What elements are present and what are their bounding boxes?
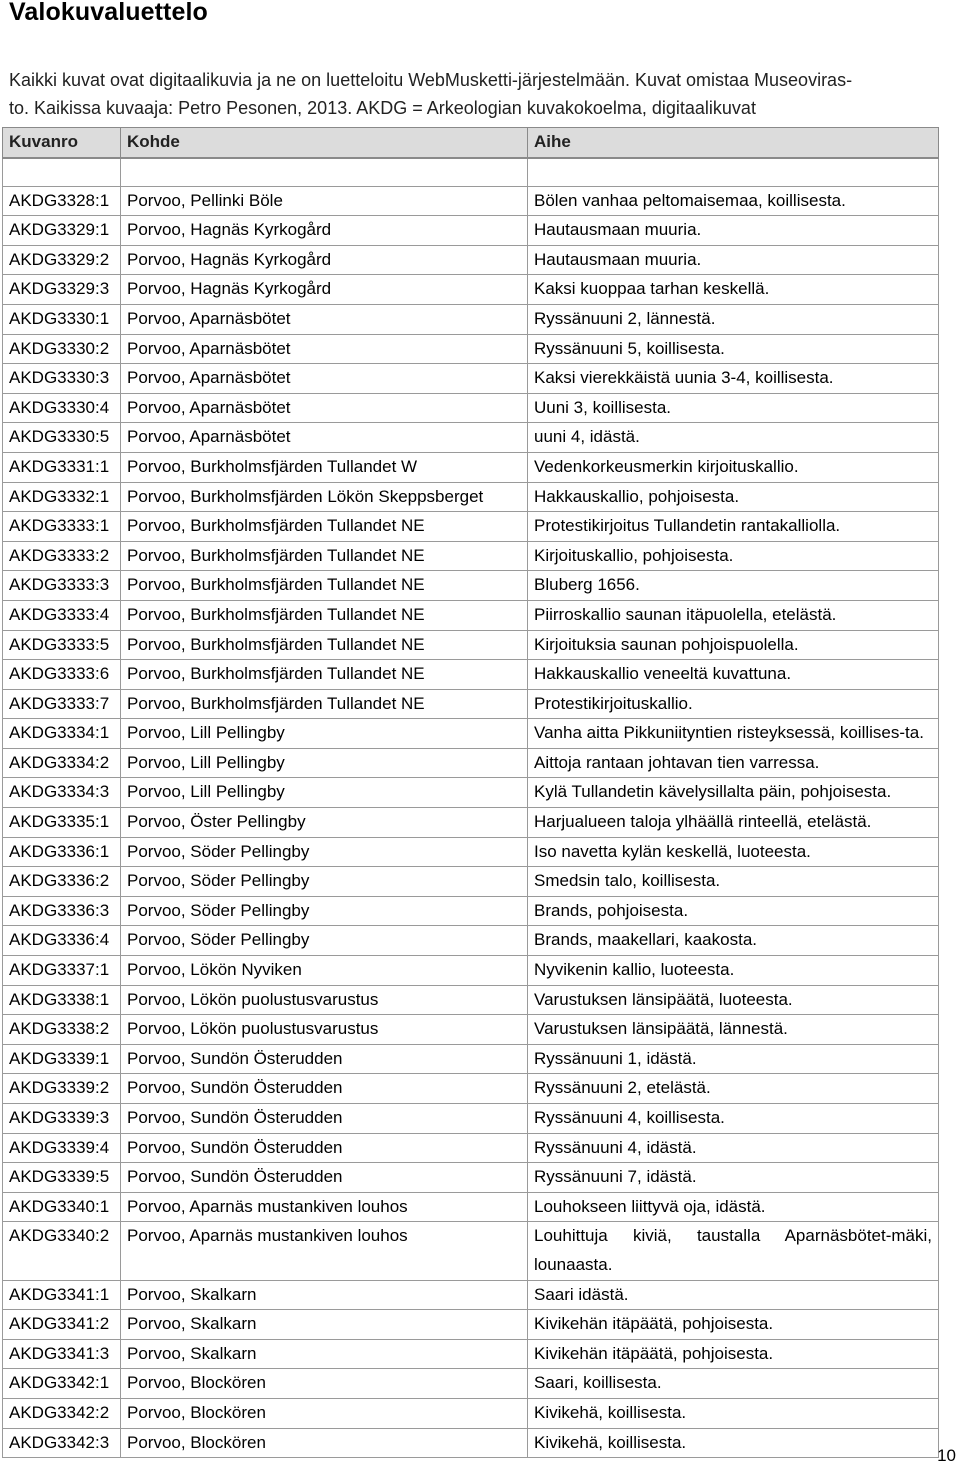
cell-aihe: Bluberg 1656. — [528, 571, 939, 601]
cell-kuvanro: AKDG3333:1 — [3, 512, 121, 542]
cell-kuvanro: AKDG3330:2 — [3, 334, 121, 364]
cell-aihe: Kirjoituskallio, pohjoisesta. — [528, 541, 939, 571]
intro-paragraph — [9, 66, 959, 122]
cell-aihe: Kaksi vierekkäistä uunia 3-4, koillisesta. — [528, 364, 939, 394]
cell-aihe: Hakkauskallio veneeltä kuvattuna. — [528, 660, 939, 690]
table-row — [3, 245, 939, 275]
cell-aihe: Kivikehän itäpäätä, pohjoisesta. — [528, 1339, 939, 1369]
cell-aihe: Ryssänuuni 4, koillisesta. — [528, 1104, 939, 1134]
cell-kuvanro: AKDG3335:1 — [3, 808, 121, 838]
cell-aihe: Ryssänuuni 2, etelästä. — [528, 1074, 939, 1104]
cell-kohde: Porvoo, Sundön Österudden — [121, 1133, 528, 1163]
table-row — [3, 186, 939, 216]
cell-aihe: Aittoja rantaan johtavan tien varressa. — [528, 748, 939, 778]
cell-aihe: Ryssänuuni 5, koillisesta. — [528, 334, 939, 364]
cell-kohde: Porvoo, Burkholmsfjärden Tullandet NE — [121, 630, 528, 660]
table-row — [3, 1310, 939, 1340]
cell-aihe: Hautausmaan muuria. — [528, 216, 939, 246]
cell-kohde: Porvoo, Burkholmsfjärden Tullandet NE — [121, 541, 528, 571]
cell-kuvanro: AKDG3337:1 — [3, 956, 121, 986]
cell-kohde: Porvoo, Skalkarn — [121, 1339, 528, 1369]
cell-kohde: Porvoo, Hagnäs Kyrkogård — [121, 216, 528, 246]
cell-kuvanro: AKDG3330:1 — [3, 304, 121, 334]
cell-kohde: Porvoo, Aparnäsbötet — [121, 393, 528, 423]
cell-aihe: Ryssänuuni 7, idästä. — [528, 1163, 939, 1193]
cell-kohde: Porvoo, Lill Pellingby — [121, 778, 528, 808]
table-spacer-row — [3, 158, 939, 187]
column-header-kohde: Kohde — [121, 128, 528, 158]
cell-kohde: Porvoo, Burkholmsfjärden Tullandet W — [121, 452, 528, 482]
cell-kuvanro: AKDG3330:3 — [3, 364, 121, 394]
cell-kohde: Porvoo, Aparnäsbötet — [121, 423, 528, 453]
cell-kuvanro: AKDG3333:3 — [3, 571, 121, 601]
cell-kohde: Porvoo, Sundön Österudden — [121, 1044, 528, 1074]
cell-kohde: Porvoo, Blockören — [121, 1369, 528, 1399]
cell-kuvanro: AKDG3328:1 — [3, 186, 121, 216]
table-row — [3, 956, 939, 986]
cell-kuvanro: AKDG3339:3 — [3, 1104, 121, 1134]
cell-kuvanro: AKDG3330:4 — [3, 393, 121, 423]
cell-kohde: Porvoo, Söder Pellingby — [121, 896, 528, 926]
cell-aihe: uuni 4, idästä. — [528, 423, 939, 453]
table-row — [3, 1192, 939, 1222]
cell-aihe: Nyvikenin kallio, luoteesta. — [528, 956, 939, 986]
table-header-row — [3, 128, 939, 158]
table-row — [3, 512, 939, 542]
cell-kuvanro: AKDG3336:2 — [3, 867, 121, 897]
cell-aihe: Saari, koillisesta. — [528, 1369, 939, 1399]
table-row — [3, 452, 939, 482]
cell-kohde: Porvoo, Aparnäs mustankiven louhos — [121, 1192, 528, 1222]
cell-aihe: Hakkauskallio, pohjoisesta. — [528, 482, 939, 512]
table-row — [3, 867, 939, 897]
cell-kohde: Porvoo, Burkholmsfjärden Tullandet NE — [121, 660, 528, 690]
cell-aihe: Vanha aitta Pikkuniityntien risteyksessä, koillises-ta. — [528, 719, 939, 749]
cell-aihe: Vedenkorkeusmerkin kirjoituskallio. — [528, 452, 939, 482]
table-row — [3, 719, 939, 749]
table-row — [3, 1339, 939, 1369]
cell-kuvanro: AKDG3342:1 — [3, 1369, 121, 1399]
cell-kohde: Porvoo, Sundön Österudden — [121, 1074, 528, 1104]
empty-cell — [528, 158, 939, 187]
table-row — [3, 1074, 939, 1104]
cell-kuvanro: AKDG3338:1 — [3, 985, 121, 1015]
table-row — [3, 334, 939, 364]
table-row — [3, 541, 939, 571]
cell-kohde: Porvoo, Skalkarn — [121, 1310, 528, 1340]
cell-aihe: Iso navetta kylän keskellä, luoteesta. — [528, 837, 939, 867]
cell-kuvanro: AKDG3332:1 — [3, 482, 121, 512]
cell-aihe: Bölen vanhaa peltomaisemaa, koillisesta. — [528, 186, 939, 216]
cell-kohde: Porvoo, Lökön Nyviken — [121, 956, 528, 986]
cell-kuvanro: AKDG3334:3 — [3, 778, 121, 808]
table-row — [3, 1369, 939, 1399]
table-row — [3, 423, 939, 453]
table-row — [3, 1280, 939, 1310]
table-row — [3, 304, 939, 334]
cell-aihe: Piirroskallio saunan itäpuolella, etelästä. — [528, 600, 939, 630]
cell-kuvanro: AKDG3334:2 — [3, 748, 121, 778]
cell-kuvanro: AKDG3329:3 — [3, 275, 121, 305]
column-header-kuvanro: Kuvanro — [3, 128, 121, 158]
cell-kuvanro: AKDG3333:4 — [3, 600, 121, 630]
cell-kohde: Porvoo, Blockören — [121, 1428, 528, 1458]
cell-aihe: Uuni 3, koillisesta. — [528, 393, 939, 423]
intro-line: Kaikki kuvat ovat digitaalikuvia ja ne on luetteloitu WebMusketti-järjestelmään. Kuvat omistaa Museoviras- — [9, 70, 853, 90]
page-number: 10 — [937, 1446, 956, 1465]
table-row — [3, 630, 939, 660]
cell-kohde: Porvoo, Aparnäsbötet — [121, 364, 528, 394]
cell-kuvanro: AKDG3341:2 — [3, 1310, 121, 1340]
cell-kohde: Porvoo, Blockören — [121, 1398, 528, 1428]
table-row — [3, 1222, 939, 1280]
cell-kuvanro: AKDG3336:4 — [3, 926, 121, 956]
cell-kuvanro: AKDG3333:6 — [3, 660, 121, 690]
cell-kohde: Porvoo, Öster Pellingby — [121, 808, 528, 838]
photo-catalog-table — [2, 127, 939, 1458]
cell-kohde: Porvoo, Lökön puolustusvarustus — [121, 1015, 528, 1045]
table-row — [3, 689, 939, 719]
cell-kohde: Porvoo, Söder Pellingby — [121, 837, 528, 867]
cell-aihe: Harjualueen taloja ylhäällä rinteellä, etelästä. — [528, 808, 939, 838]
table-row — [3, 1133, 939, 1163]
cell-aihe: Brands, maakellari, kaakosta. — [528, 926, 939, 956]
cell-kohde: Porvoo, Aparnäsbötet — [121, 304, 528, 334]
table-row — [3, 837, 939, 867]
cell-aihe: Kirjoituksia saunan pohjoispuolella. — [528, 630, 939, 660]
cell-kuvanro: AKDG3342:2 — [3, 1398, 121, 1428]
table-row — [3, 1163, 939, 1193]
cell-kuvanro: AKDG3329:2 — [3, 245, 121, 275]
cell-kohde: Porvoo, Burkholmsfjärden Lökön Skeppsberget — [121, 482, 528, 512]
cell-kohde: Porvoo, Söder Pellingby — [121, 867, 528, 897]
cell-aihe: Ryssänuuni 1, idästä. — [528, 1044, 939, 1074]
cell-kohde: Porvoo, Aparnäs mustankiven louhos — [121, 1222, 528, 1280]
table-row — [3, 1428, 939, 1458]
cell-kuvanro: AKDG3336:1 — [3, 837, 121, 867]
cell-kohde: Porvoo, Sundön Österudden — [121, 1163, 528, 1193]
cell-kuvanro: AKDG3336:3 — [3, 896, 121, 926]
cell-kohde: Porvoo, Hagnäs Kyrkogård — [121, 245, 528, 275]
table-row — [3, 275, 939, 305]
table-row — [3, 896, 939, 926]
cell-kuvanro: AKDG3339:4 — [3, 1133, 121, 1163]
cell-kuvanro: AKDG3342:3 — [3, 1428, 121, 1458]
table-row — [3, 482, 939, 512]
cell-kuvanro: AKDG3333:7 — [3, 689, 121, 719]
cell-aihe: Kivikehän itäpäätä, pohjoisesta. — [528, 1310, 939, 1340]
cell-kohde: Porvoo, Sundön Österudden — [121, 1104, 528, 1134]
cell-aihe: Smedsin talo, koillisesta. — [528, 867, 939, 897]
cell-aihe: Brands, pohjoisesta. — [528, 896, 939, 926]
table-row — [3, 985, 939, 1015]
cell-kohde: Porvoo, Aparnäsbötet — [121, 334, 528, 364]
table-row — [3, 393, 939, 423]
cell-aihe: Kivikehä, koillisesta. — [528, 1398, 939, 1428]
cell-aihe: Protestikirjoitus Tullandetin rantakalliolla. — [528, 512, 939, 542]
cell-aihe: Varustuksen länsipäätä, luoteesta. — [528, 985, 939, 1015]
cell-kohde: Porvoo, Lill Pellingby — [121, 719, 528, 749]
table-row — [3, 364, 939, 394]
cell-aihe: Saari idästä. — [528, 1280, 939, 1310]
empty-cell — [3, 158, 121, 187]
cell-kuvanro: AKDG3340:1 — [3, 1192, 121, 1222]
cell-kuvanro: AKDG3339:2 — [3, 1074, 121, 1104]
cell-aihe: Louhokseen liittyvä oja, idästä. — [528, 1192, 939, 1222]
cell-kohde: Porvoo, Burkholmsfjärden Tullandet NE — [121, 512, 528, 542]
cell-aihe: Kaksi kuoppaa tarhan keskellä. — [528, 275, 939, 305]
cell-aihe: Varustuksen länsipäätä, lännestä. — [528, 1015, 939, 1045]
table-row — [3, 1104, 939, 1134]
table-row — [3, 778, 939, 808]
cell-kuvanro: AKDG3331:1 — [3, 452, 121, 482]
table-row — [3, 600, 939, 630]
intro-line: to. Kaikissa kuvaaja: Petro Pesonen, 2013. AKDG = Arkeologian kuvakokoelma, digitaalikuvat — [9, 98, 756, 118]
cell-kuvanro: AKDG3333:5 — [3, 630, 121, 660]
table-row — [3, 926, 939, 956]
cell-kohde: Porvoo, Lökön puolustusvarustus — [121, 985, 528, 1015]
cell-kohde: Porvoo, Burkholmsfjärden Tullandet NE — [121, 571, 528, 601]
cell-kuvanro: AKDG3340:2 — [3, 1222, 121, 1280]
cell-kuvanro: AKDG3341:3 — [3, 1339, 121, 1369]
cell-kohde: Porvoo, Skalkarn — [121, 1280, 528, 1310]
cell-kohde: Porvoo, Burkholmsfjärden Tullandet NE — [121, 689, 528, 719]
cell-aihe: Kivikehä, koillisesta. — [528, 1428, 939, 1458]
cell-aihe: Ryssänuuni 2, lännestä. — [528, 304, 939, 334]
page-title: Valokuvaluettelo — [9, 0, 208, 26]
table-row — [3, 748, 939, 778]
table-row — [3, 1044, 939, 1074]
cell-kuvanro: AKDG3339:5 — [3, 1163, 121, 1193]
cell-aihe: Hautausmaan muuria. — [528, 245, 939, 275]
cell-aihe: Louhittuja kiviä, taustalla Aparnäsbötet-mäki, lounaasta. — [528, 1222, 939, 1280]
cell-kuvanro: AKDG3333:2 — [3, 541, 121, 571]
table-row — [3, 571, 939, 601]
cell-aihe: Protestikirjoituskallio. — [528, 689, 939, 719]
cell-kohde: Porvoo, Lill Pellingby — [121, 748, 528, 778]
table-row — [3, 808, 939, 838]
table-row — [3, 216, 939, 246]
table-row — [3, 1015, 939, 1045]
column-header-aihe: Aihe — [528, 128, 939, 158]
cell-kohde: Porvoo, Pellinki Böle — [121, 186, 528, 216]
cell-kohde: Porvoo, Hagnäs Kyrkogård — [121, 275, 528, 305]
cell-kohde: Porvoo, Burkholmsfjärden Tullandet NE — [121, 600, 528, 630]
empty-cell — [121, 158, 528, 187]
cell-kuvanro: AKDG3339:1 — [3, 1044, 121, 1074]
cell-aihe: Ryssänuuni 4, idästä. — [528, 1133, 939, 1163]
cell-kuvanro: AKDG3329:1 — [3, 216, 121, 246]
table-row — [3, 1398, 939, 1428]
cell-kohde: Porvoo, Söder Pellingby — [121, 926, 528, 956]
cell-aihe: Kylä Tullandetin kävelysillalta päin, pohjoisesta. — [528, 778, 939, 808]
cell-kuvanro: AKDG3341:1 — [3, 1280, 121, 1310]
table-row — [3, 660, 939, 690]
cell-kuvanro: AKDG3334:1 — [3, 719, 121, 749]
cell-kuvanro: AKDG3330:5 — [3, 423, 121, 453]
cell-kuvanro: AKDG3338:2 — [3, 1015, 121, 1045]
